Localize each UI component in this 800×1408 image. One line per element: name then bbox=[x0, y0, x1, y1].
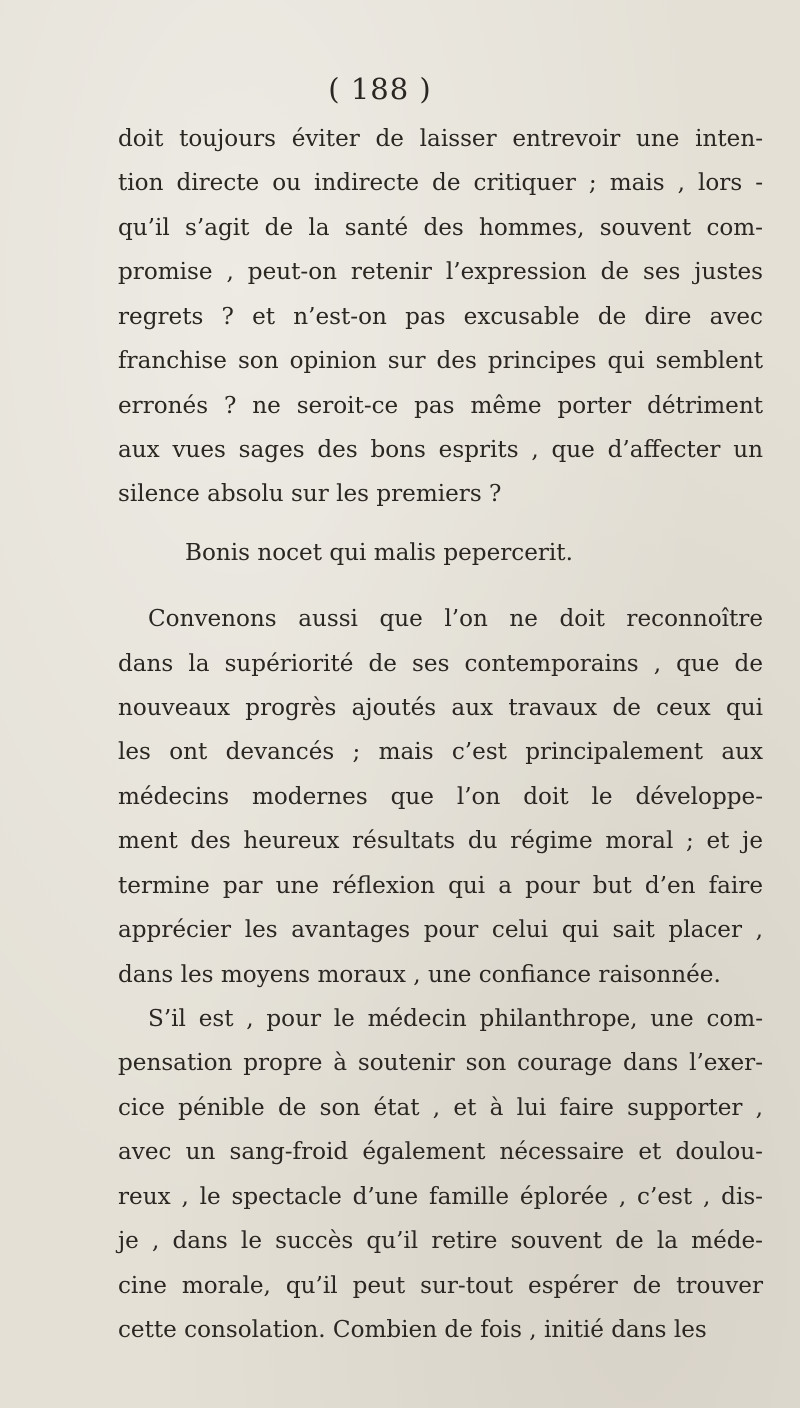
text-line: regrets ? et n’est-on pas excusable de dire avec bbox=[118, 304, 763, 330]
text-line: silence absolu sur les premiers ? bbox=[118, 481, 502, 507]
text-line: apprécier les avantages pour celui qui sait placer , bbox=[118, 917, 763, 943]
page-number: ( 188 ) bbox=[328, 72, 432, 106]
text-line: pensation propre à soutenir son courage dans l’exer- bbox=[118, 1050, 763, 1076]
text-line: erronés ? ne seroit-ce pas même porter détriment bbox=[118, 393, 763, 419]
text-line: cette consolation. Combien de fois , initié dans les bbox=[118, 1317, 707, 1343]
text-line: dans la supériorité de ses contemporains , que de bbox=[118, 651, 763, 677]
text-line: je , dans le succès qu’il retire souvent de la méde- bbox=[118, 1228, 763, 1254]
text-line: ment des heureux résultats du régime moral ; et je bbox=[118, 828, 763, 854]
text-line: nouveaux progrès ajoutés aux travaux de ceux qui bbox=[118, 695, 763, 721]
text-line: médecins modernes que l’on doit le développe- bbox=[118, 784, 763, 810]
text-line: cine morale, qu’il peut sur-tout espérer de trouver bbox=[118, 1273, 763, 1299]
latin-quotation: Bonis nocet qui malis pepercerit. bbox=[185, 540, 573, 566]
text-line: reux , le spectacle d’une famille éplorée , c’est , dis- bbox=[118, 1184, 763, 1210]
text-line: dans les moyens moraux , une confiance raisonnée. bbox=[118, 962, 721, 988]
text-line: franchise son opinion sur des principes qui semblent bbox=[118, 348, 763, 374]
text-line: cice pénible de son état , et à lui faire supporter , bbox=[118, 1095, 763, 1121]
text-line: tion directe ou indirecte de critiquer ; mais , lors - bbox=[118, 170, 763, 196]
text-line: Convenons aussi que l’on ne doit reconnoître bbox=[148, 606, 763, 632]
text-line: doit toujours éviter de laisser entrevoir une inten- bbox=[118, 126, 763, 152]
text-line: avec un sang-froid également nécessaire et doulou- bbox=[118, 1139, 763, 1165]
text-line: promise , peut-on retenir l’expression de ses justes bbox=[118, 259, 763, 285]
text-line: termine par une réflexion qui a pour but d’en faire bbox=[118, 873, 763, 899]
text-line: aux vues sages des bons esprits , que d’affecter un bbox=[118, 437, 763, 463]
text-line: S’il est , pour le médecin philanthrope, une com- bbox=[148, 1006, 763, 1032]
text-line: qu’il s’agit de la santé des hommes, souvent com- bbox=[118, 215, 763, 241]
text-line: les ont devancés ; mais c’est principalement aux bbox=[118, 739, 763, 765]
